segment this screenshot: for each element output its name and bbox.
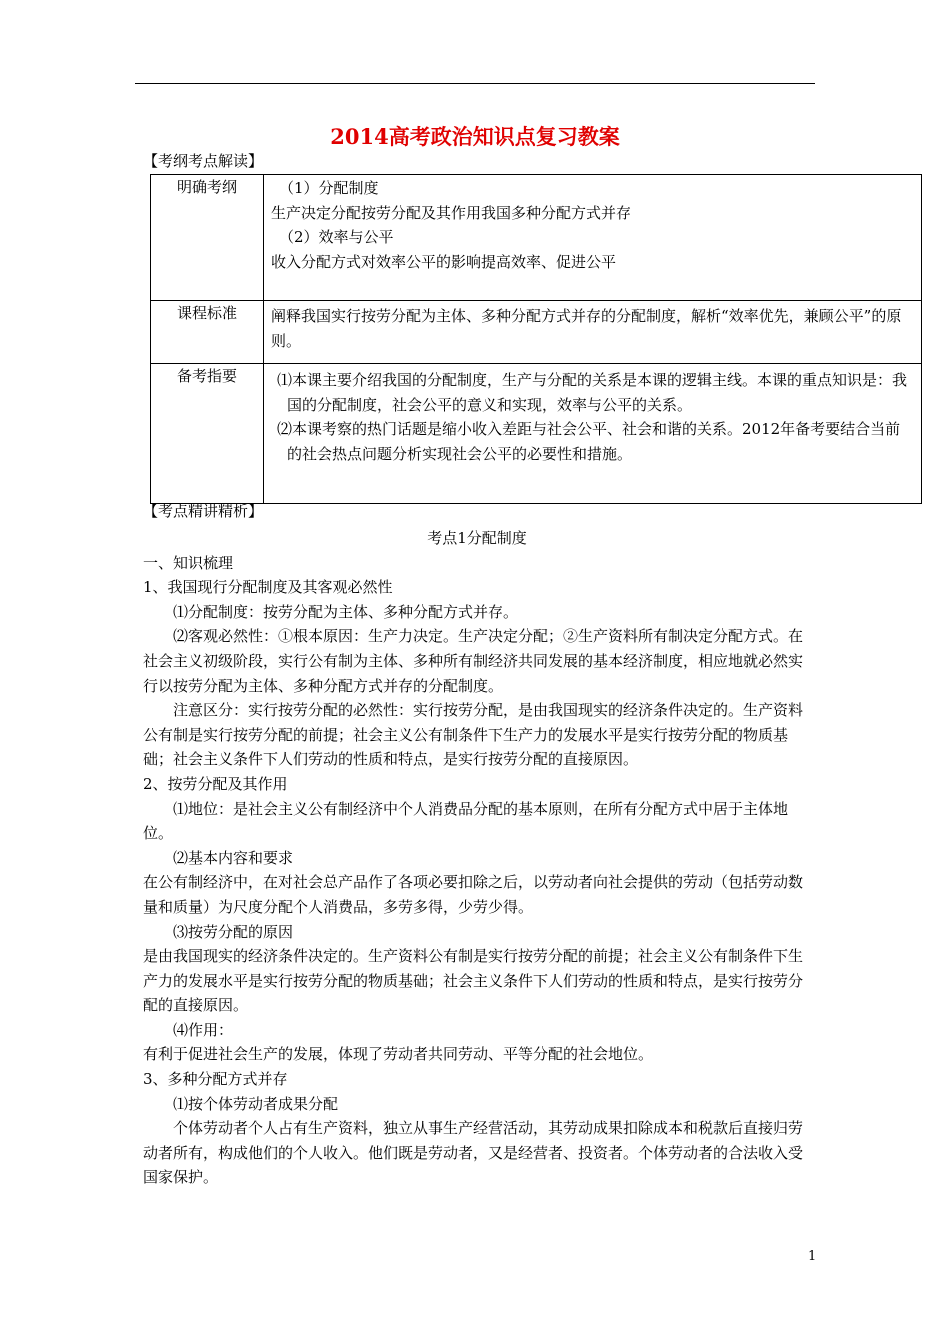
paragraph: ⑵客观必然性：①根本原因：生产力决定。生产决定分配；②生产资料所有制决定分配方式。在社会主义初级阶段，实行公有制为主体、多种所有制经济共同发展的基本经济制度，相应地就必然实行以按劳分配为主体、多种分配方式并存的分配制度。 — [143, 627, 804, 695]
paragraph: 有利于促进社会生产的发展，体现了劳动者共同劳动、平等分配的社会地位。 — [143, 1045, 654, 1064]
paragraph: ⑴地位：是社会主义公有制经济中个人消费品分配的基本原则，在所有分配方式中居于主体地位。 — [143, 799, 789, 843]
heading: 2、按劳分配及其作用 — [143, 774, 288, 793]
heading: 1、我国现行分配制度及其客观必然性 — [143, 578, 393, 597]
subheading: ⑶按劳分配的原因 — [173, 922, 294, 941]
heading: 一、知识梳理 — [143, 553, 234, 572]
kp-heading: 考点1分配制度 — [427, 529, 527, 547]
outline-line: 生产决定分配按劳分配及其作用我国多种分配方式并存 — [271, 203, 632, 222]
paragraph: 在公有制经济中，在对社会总产品作了各项必要扣除之后，以劳动者向社会提供的劳动（包括劳动数量和质量）为尺度分配个人消费品，多劳多得，少劳少得。 — [143, 873, 804, 916]
subheading: ⑷作用： — [173, 1020, 234, 1039]
guide-item: ⑴本课主要介绍我国的分配制度，生产与分配的关系是本课的逻辑主线。本课的重点知识是：我国的分配制度，社会公平的意义和实现，效率与公平的关系。 — [277, 371, 908, 414]
row-label: 明确考纲 — [151, 175, 264, 301]
row-content — [264, 364, 922, 504]
row-content: 阐释我国实行按劳分配为主体、多种分配方式并存的分配制度，解析“效率优先，兼顾公平”的原则。 — [264, 301, 922, 364]
paragraph: 个体劳动者个人占有生产资料，独立从事生产经营活动，其劳动成果扣除成本和税款后直接归劳动者所有，构成他们的个人收入。他们既是劳动者，又是经营者、投资者。个体劳动者的合法收入受国家保护。 — [143, 1119, 804, 1187]
document-body — [143, 526, 811, 1190]
table-row — [151, 364, 922, 504]
table-row — [151, 301, 922, 364]
paragraph: ⑴分配制度：按劳分配为主体、多种分配方式并存。 — [173, 602, 519, 621]
section-heading-analysis: 【考点精讲精析】 — [143, 502, 264, 520]
row-content — [264, 175, 922, 301]
subheading: ⑵基本内容和要求 — [173, 848, 294, 867]
page-number: 1 — [808, 1249, 817, 1264]
page-title: 2014高考政治知识点复习教案 — [330, 124, 620, 149]
outline-line: （2）效率与公平 — [279, 228, 394, 246]
section-heading-outline: 【考纲考点解读】 — [143, 152, 264, 170]
table-row — [151, 175, 922, 301]
outline-line: （1）分配制度 — [279, 179, 379, 197]
row-label: 备考指要 — [151, 364, 264, 504]
guide-item: ⑵本课考察的热门话题是缩小收入差距与社会公平、社会和谐的关系。2012年备考要结合当前的社会热点问题分析实现社会公平的必要性和措施。 — [277, 420, 901, 463]
paragraph: 注意区分：实行按劳分配的必然性：实行按劳分配，是由我国现实的经济条件决定的。生产资料公有制是实行按劳分配的前提；社会主义公有制条件下生产力的发展水平是实行按劳分配的物质基础；社会主义条件下人们劳动的性质和特点，是实行按劳分配的直接原因。 — [143, 701, 804, 769]
outline-line: 收入分配方式对效率公平的影响提高效率、促进公平 — [271, 252, 617, 271]
header-rule — [135, 83, 815, 84]
heading: 3、多种分配方式并存 — [143, 1070, 288, 1089]
row-label: 课程标准 — [151, 301, 264, 364]
paragraph: 是由我国现实的经济条件决定的。生产资料公有制是实行按劳分配的前提；社会主义公有制条件下生产力的发展水平是实行按劳分配的物质基础；社会主义条件下人们劳动的性质和特点，是实行按劳分配的直接原因。 — [143, 947, 804, 1015]
subheading: ⑴按个体劳动者成果分配 — [173, 1094, 339, 1113]
outline-table — [150, 174, 922, 504]
